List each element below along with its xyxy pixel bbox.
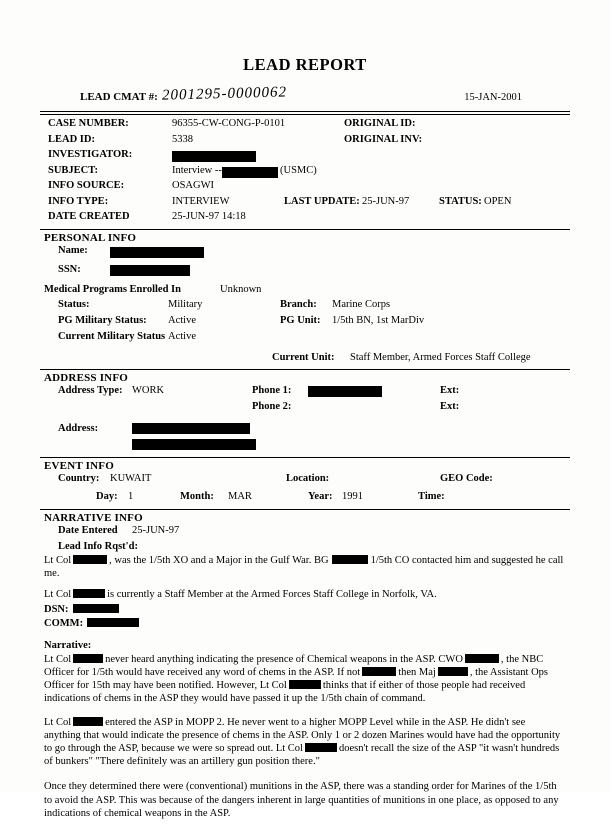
comm-line <box>44 617 564 630</box>
narrative-paragraph-3: Once they determined there were (conventional) munitions in the ASP, there was a standing order for Marines of the 1/5th to avoid the ASP. This was because of the dangers inherent in large quantities of munitions in one place, as opposed to any indications of chemical weapons in the ASP. <box>44 781 559 819</box>
page-title: LEAD REPORT <box>243 55 367 74</box>
lead-line-1: , was the 1/5th XO and a Major in the Gulf War. BG <box>109 554 329 566</box>
subject-label: SUBJECT: <box>48 164 98 176</box>
address-info-section <box>40 370 570 457</box>
branch-label: Branch: <box>280 298 317 310</box>
date-entered-row <box>40 525 570 541</box>
date-row <box>40 489 570 509</box>
ssn-row <box>40 261 570 281</box>
redaction-narr-3 <box>362 667 396 676</box>
cmat-handwritten-value: 2001295-0000062 <box>161 84 288 104</box>
address-type-label: Address Type: <box>58 384 123 396</box>
info-source-label: INFO SOURCE: <box>48 180 125 191</box>
cmat-row <box>40 84 570 109</box>
info-source-row <box>44 180 570 196</box>
military-status-label: Status: <box>58 298 90 310</box>
current-military-status-value: Active <box>168 330 196 342</box>
case-number-label: CASE NUMBER: <box>48 118 129 129</box>
redaction-address-2 <box>132 439 256 450</box>
last-update-label: LAST UPDATE: <box>284 195 360 207</box>
address-label: Address: <box>58 422 99 434</box>
lead-id-label: LEAD ID: <box>48 133 95 145</box>
header-block <box>40 115 570 227</box>
info-type-value: INTERVIEW <box>172 195 230 207</box>
month-value: MAR <box>228 490 252 502</box>
location-label: Location: <box>286 472 330 484</box>
narrative-text-2b: doesn't recall the size of the ASP "it wasn't hundreds of bunkers" "There definitely was an artillery gun position there." <box>44 742 560 768</box>
info-source-value: OSAGWI <box>172 180 214 191</box>
narrative-text-1a: never heard anything indicating the presence of Chemical weapons in the ASP. CWO <box>105 653 463 665</box>
date-created-row <box>44 211 570 227</box>
event-info-title: EVENT INFO <box>44 459 114 472</box>
address-type-row <box>40 385 570 401</box>
address-type-value: WORK <box>132 384 165 396</box>
redaction-investigator <box>172 151 256 162</box>
redaction-leadname-1 <box>73 555 107 564</box>
ext2-label: Ext: <box>440 400 460 412</box>
country-value: KUWAIT <box>110 472 152 484</box>
narrative-info-section <box>40 510 570 820</box>
redaction-name <box>110 247 204 258</box>
lt-col-prefix-3: Lt Col <box>44 653 72 665</box>
investigator-row <box>44 149 570 165</box>
branch-value: Marine Corps <box>332 298 391 310</box>
lead-line-2: 1/5th CO contacted him and suggested he call me. <box>44 554 564 579</box>
name-row <box>40 245 570 261</box>
info-type-label: INFO TYPE: <box>48 195 109 207</box>
subject-row <box>44 165 570 181</box>
pg-unit-value: 1/5th BN, 1st MarDiv <box>332 314 425 326</box>
status-row <box>40 299 570 315</box>
narrative-label: Narrative: <box>44 639 92 651</box>
lt-col-prefix-2: Lt Col <box>44 588 72 600</box>
comm-label: COMM: <box>44 618 84 630</box>
pg-military-status-row <box>40 315 570 331</box>
country-row <box>40 473 570 489</box>
lead-info-requested-label: Lead Info Rqst'd: <box>58 540 138 552</box>
pg-military-status-value: Active <box>168 314 196 326</box>
current-unit-value: Staff Member, Armed Forces Staff College <box>350 351 531 363</box>
investigator-label: INVESTIGATOR: <box>48 149 133 160</box>
narrative-text-1c: then Maj <box>398 666 436 678</box>
redaction-narr-1 <box>73 654 103 663</box>
medical-programs-label: Medical Programs Enrolled In <box>44 283 181 295</box>
dsn-line <box>44 603 564 616</box>
redaction-narr-5 <box>289 680 321 689</box>
medical-row <box>40 281 570 299</box>
narrative-text-2a: entered the ASP in MOPP 2. He never went to a higher MOPP Level while in the ASP. He didn't see anything that would indicate the presence of chems in the ASP. Only 1 or 2 dozen Marines would have had the opportunity to go through the ASP, because we were so spread out. Lt Col <box>44 716 561 754</box>
case-number-row <box>44 118 570 134</box>
personal-info-title: PERSONAL INFO <box>44 231 137 244</box>
narrative-body <box>40 554 570 820</box>
address-info-title: ADDRESS INFO <box>44 371 128 384</box>
ext1-label: Ext: <box>440 384 460 396</box>
lead-id-row <box>44 134 570 150</box>
medical-programs-value: Unknown <box>220 283 262 295</box>
redaction-address-1 <box>132 423 250 434</box>
date-created-value: 25-JUN-97 14:18 <box>172 211 246 222</box>
original-inv-label: ORIGINAL INV: <box>344 133 423 145</box>
dsn-label: DSN: <box>44 604 69 616</box>
date-entered-value: 25-JUN-97 <box>132 524 180 536</box>
redaction-comm <box>87 618 139 627</box>
pg-unit-label: PG Unit: <box>280 314 321 326</box>
case-number-value: 96355-CW-CONG-P-0101 <box>172 118 286 129</box>
current-military-status-row <box>40 331 570 347</box>
narrative-text-1e: thinks that if either of those people had received indications of chems in the ASP they would have passed it up the 1/5th chain of command. <box>44 680 526 705</box>
ssn-label: SSN: <box>58 263 81 275</box>
current-unit-label: Current Unit: <box>272 351 335 363</box>
country-label: Country: <box>58 472 100 484</box>
phone2-row <box>40 401 570 417</box>
day-label: Day: <box>96 490 118 502</box>
pg-military-status-label: PG Military Status: <box>58 314 147 326</box>
narrative-text-1d: , the Assistant Ops Officer for 15th may have been notified. However, Lt Col <box>44 666 548 692</box>
status-value: OPEN <box>484 195 512 207</box>
last-update-value: 25-JUN-97 <box>362 195 410 207</box>
month-label: Month: <box>180 490 214 502</box>
narrative-text-1b: , the NBC Officer for 1/5th would have received any word of chems in the ASP. If not <box>44 653 544 678</box>
lead-paragraph-2 <box>44 588 564 601</box>
cmat-label: LEAD CMAT #: <box>80 91 158 103</box>
address-row <box>40 417 570 457</box>
status-label: STATUS: <box>439 195 482 207</box>
year-label: Year: <box>308 490 333 502</box>
personal-info-section <box>40 230 570 369</box>
redaction-phone1 <box>308 386 382 397</box>
subject-suffix: (USMC) <box>280 164 317 176</box>
name-label: Name: <box>58 244 88 256</box>
redaction-subject <box>222 167 278 178</box>
redaction-narr-4 <box>438 667 468 676</box>
redaction-dsn <box>73 604 119 613</box>
subject-value: Interview -- <box>172 164 222 176</box>
date-entered-label: Date Entered <box>58 524 118 536</box>
current-unit-row <box>40 347 570 369</box>
redaction-narr-2 <box>465 654 499 663</box>
current-military-status-label: Current Military Status <box>58 330 166 342</box>
narrative-paragraph-1 <box>44 653 564 706</box>
event-info-section <box>40 458 570 509</box>
phone2-label: Phone 2: <box>252 400 292 412</box>
narrative-label-line <box>44 639 564 652</box>
redaction-ssn <box>110 265 190 276</box>
lead-id-value: 5338 <box>172 133 193 145</box>
phone1-label: Phone 1: <box>252 384 292 396</box>
original-id-label: ORIGINAL ID: <box>344 118 416 129</box>
lt-col-prefix-1: Lt Col <box>44 554 72 566</box>
lead-paragraph-1 <box>44 554 564 580</box>
lead-report <box>40 55 570 828</box>
day-value: 1 <box>128 490 134 502</box>
geo-code-label: GEO Code: <box>440 472 493 484</box>
narrative-info-title: NARRATIVE INFO <box>44 511 143 524</box>
lead-line-3: is currently a Staff Member at the Armed Forces Staff College in Norfolk, VA. <box>107 588 437 600</box>
redaction-bg-name <box>332 555 368 564</box>
redaction-leadname-2 <box>73 589 105 598</box>
date-created-label: DATE CREATED <box>48 211 130 222</box>
lt-col-prefix-4: Lt Col <box>44 716 72 728</box>
redaction-narr-6 <box>73 717 103 726</box>
military-status-value: Military <box>168 298 203 310</box>
year-value: 1991 <box>342 490 363 502</box>
report-date: 15-JAN-2001 <box>464 92 522 103</box>
time-label: Time: <box>418 490 445 502</box>
redaction-narr-7 <box>305 743 337 752</box>
info-type-row <box>44 196 570 212</box>
narrative-paragraph-2 <box>44 716 564 769</box>
